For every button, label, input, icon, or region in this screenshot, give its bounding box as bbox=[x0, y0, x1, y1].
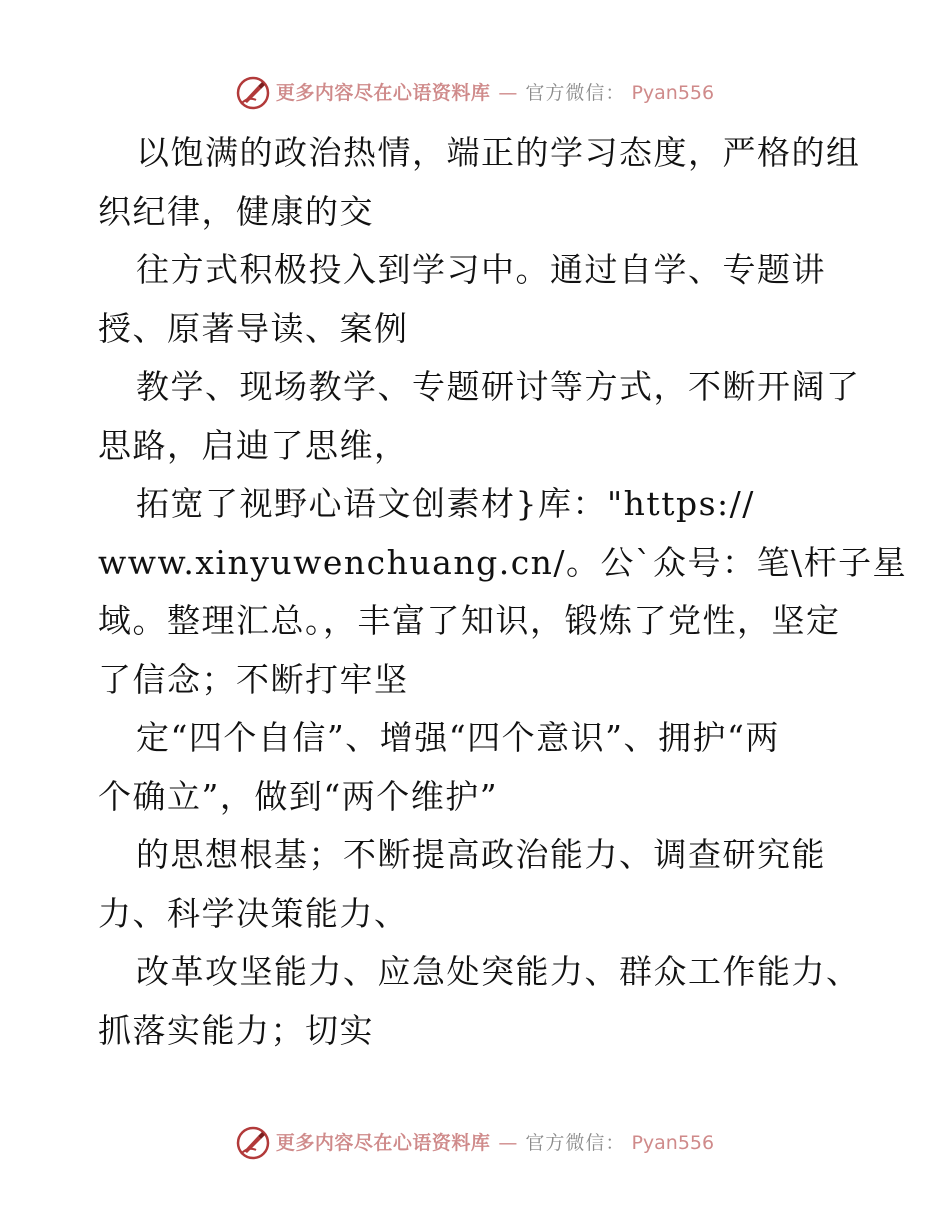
body-line: 个确立”，做到“两个维护” bbox=[98, 776, 499, 816]
body-line: 力、科学决策能力、 bbox=[98, 893, 409, 933]
footer-watermark bbox=[0, 1126, 950, 1160]
body-line: 思路，启迪了思维， bbox=[98, 425, 409, 465]
header-wechat-label: 官方微信： bbox=[525, 82, 626, 104]
body-line: 以饱满的政治热情，端正的学习态度，严格的组 bbox=[136, 133, 861, 172]
body-line: 了信念；不断打牢坚 bbox=[98, 659, 409, 699]
body-line: 改革攻坚能力、应急处突能力、群众工作能力、 bbox=[136, 952, 861, 991]
body-line: 授、原著导读、案例 bbox=[98, 308, 409, 348]
header-dash: — bbox=[498, 82, 518, 104]
footer-wechat-label: 官方微信： bbox=[525, 1132, 626, 1154]
header-wechat-id: Pyan556 bbox=[631, 82, 715, 104]
footer-brand-text: 更多内容尽在心语资料库 bbox=[275, 1132, 491, 1154]
document-body bbox=[98, 124, 908, 1060]
body-line: 织纪律，健康的交 bbox=[98, 191, 374, 231]
body-line: 域。整理汇总。，丰富了知识，锻炼了党性，坚定 bbox=[98, 601, 841, 640]
pen-logo-icon bbox=[236, 76, 270, 110]
header-watermark bbox=[0, 76, 950, 110]
body-line: 往方式积极投入到学习中。通过自学、专题讲 bbox=[136, 250, 826, 289]
footer-wechat-id: Pyan556 bbox=[631, 1132, 715, 1154]
header-brand-text: 更多内容尽在心语资料库 bbox=[275, 82, 491, 104]
body-line: www.xinyuwenchuang.cn/。公`众号：笔\杆子星 bbox=[98, 542, 908, 582]
footer-dash: — bbox=[498, 1132, 518, 1154]
pen-logo-icon bbox=[236, 1126, 270, 1160]
body-line: 拓宽了视野心语文创素材}库："https:// bbox=[136, 484, 755, 523]
body-line: 抓落实能力；切实 bbox=[98, 1010, 374, 1050]
body-line: 教学、现场教学、专题研讨等方式，不断开阔了 bbox=[136, 367, 861, 406]
body-line: 的思想根基；不断提高政治能力、调查研究能 bbox=[136, 835, 826, 874]
body-line: 定“四个自信”、增强“四个意识”、拥护“两 bbox=[136, 718, 780, 757]
